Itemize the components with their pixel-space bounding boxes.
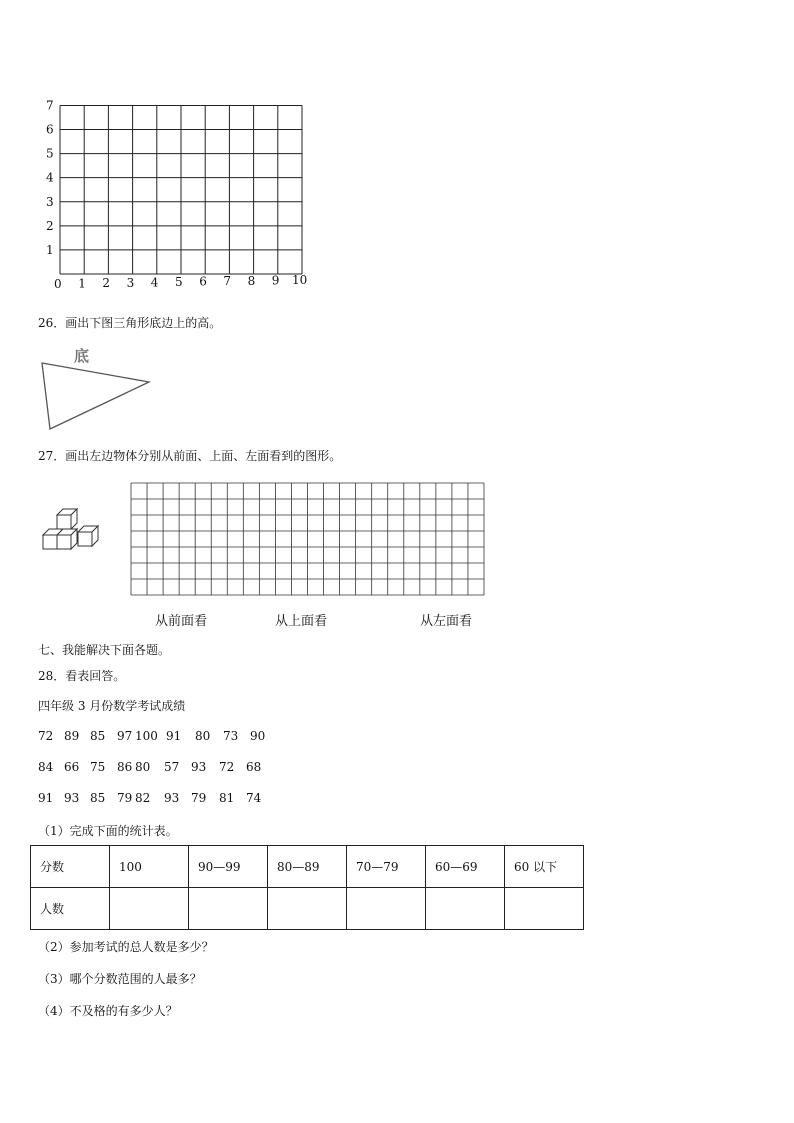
triangle-figure: [36, 340, 166, 435]
stat-header-cell: 70—79: [347, 846, 426, 888]
triangle-shape: [42, 363, 149, 429]
y-axis-label: 7: [46, 98, 54, 113]
scores-title: 四年级 3 月份数学考试成绩: [38, 699, 186, 713]
x-axis-label: 9: [271, 273, 280, 288]
drawing-grid: [130, 482, 488, 598]
stat-answer-cell[interactable]: [426, 888, 505, 930]
question-27: 27．画出左边物体分别从前面、上面、左面看到的图形。: [38, 449, 342, 463]
stat-header-cell: 60 以下: [505, 846, 584, 888]
cube-figure: [36, 505, 106, 557]
sub-question-2: （2）参加考试的总人数是多少？: [38, 940, 214, 954]
x-axis-label: 3: [126, 275, 135, 290]
x-axis-label: 4: [150, 275, 159, 290]
base-label: 底: [74, 347, 90, 365]
x-axis-label: 0: [54, 277, 62, 291]
section-7-title: 七、我能解决下面各题。: [38, 643, 171, 657]
stat-answer-cell[interactable]: [110, 888, 189, 930]
y-axis-label: 6: [46, 122, 54, 137]
y-axis-label: 4: [46, 170, 54, 185]
stat-header-cell: 90—99: [189, 846, 268, 888]
stat-row-label: 人数: [31, 888, 110, 930]
question-28: 28．看表回答。: [38, 669, 126, 683]
y-axis-label: 2: [46, 218, 54, 233]
sub-question-4: （4）不及格的有多少人？: [38, 1004, 178, 1018]
stat-count-row: [31, 888, 584, 930]
stat-header-cell: 60—69: [426, 846, 505, 888]
stat-answer-cell[interactable]: [189, 888, 268, 930]
x-axis-label: 10: [292, 273, 308, 287]
view-label-front: 从前面看: [155, 614, 208, 629]
stat-answer-cell[interactable]: [347, 888, 426, 930]
score-row-3: 91 93 85 79 82 93 79 81 74: [38, 791, 262, 805]
stat-header-row: [31, 846, 584, 888]
x-axis-label: 5: [175, 275, 183, 289]
sub-question-1: （1）完成下面的统计表。: [38, 824, 178, 838]
x-axis-label: 1: [78, 276, 86, 291]
x-axis-label: 8: [247, 273, 256, 288]
x-axis-label: 7: [223, 274, 232, 289]
score-row-1: 72 89 85 97 100 91 80 73 90: [38, 729, 266, 743]
coordinate-grid: [30, 90, 320, 295]
question-26: 26．画出下图三角形底边上的高。: [38, 316, 222, 330]
x-axis-label: 2: [102, 276, 111, 291]
y-axis-label: 1: [46, 242, 54, 257]
stat-answer-cell[interactable]: [505, 888, 584, 930]
score-row-2: 84 66 75 86 80 57 93 72 68: [38, 760, 262, 774]
stat-header-cell: 80—89: [268, 846, 347, 888]
statistics-table: [30, 845, 584, 930]
stat-header-cell: 100: [110, 846, 189, 888]
x-axis-label: 6: [199, 274, 207, 289]
y-axis-label: 5: [46, 146, 54, 161]
stat-answer-cell[interactable]: [268, 888, 347, 930]
y-axis-label: 3: [46, 194, 54, 209]
stat-header-cell: 分数: [31, 846, 110, 888]
sub-question-3: （3）哪个分数范围的人最多？: [38, 972, 202, 986]
view-label-top: 从上面看: [275, 614, 328, 629]
view-label-left: 从左面看: [420, 614, 473, 629]
